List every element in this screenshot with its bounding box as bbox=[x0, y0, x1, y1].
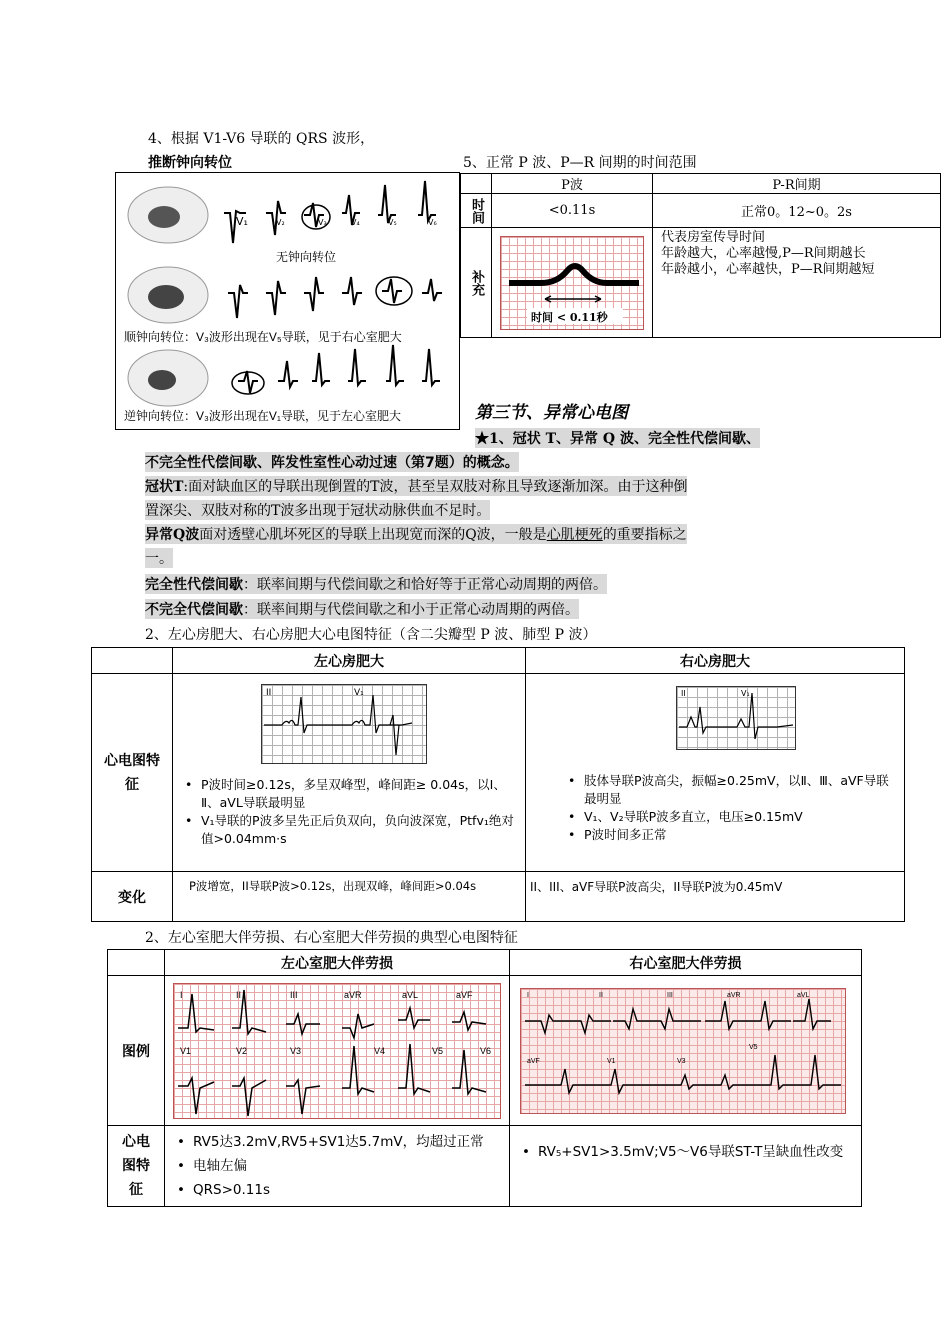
svg-text:V₂: V₂ bbox=[276, 218, 285, 227]
coronary-t-term: 冠状T bbox=[145, 479, 184, 495]
lead-label: II bbox=[599, 991, 603, 999]
complete-term: 完全性代偿间歇 bbox=[145, 577, 243, 593]
lead-label: III bbox=[667, 991, 673, 999]
svg-text:V₆: V₆ bbox=[428, 218, 437, 227]
right-ventricle-bullets bbox=[518, 1142, 853, 1162]
atrial-table bbox=[91, 647, 905, 922]
svg-text:V₅: V₅ bbox=[388, 218, 397, 227]
heart-chest-icon bbox=[128, 350, 208, 406]
right-atrial-bullets bbox=[534, 772, 896, 844]
lead-label: III bbox=[290, 989, 298, 1000]
lead-label: V5 bbox=[432, 1045, 444, 1056]
lead-label: aVF bbox=[527, 1057, 540, 1065]
lead-label: V4 bbox=[374, 1045, 386, 1056]
lead-label: V6 bbox=[480, 1045, 492, 1056]
bullet-item: • P波时间≥0.12s，多呈双峰型，峰间距≥ 0.04s，以Ⅰ、Ⅱ、aVL导联最明显 bbox=[195, 776, 517, 812]
col-right-atrial: 右心房肥大 bbox=[526, 648, 905, 674]
coronary-t-line2: 置深尖、双肢对称的T波多出现于冠状动脉供血不足时。 bbox=[145, 500, 490, 520]
lead-label: V₁ bbox=[354, 688, 364, 698]
row-ecg-feature-label: 心电图特征 bbox=[92, 674, 173, 872]
coronary-t-text: :面对缺血区的导联出现倒置的T波，甚至呈双肢对称且导致逐渐加深。由于这种倒 bbox=[183, 479, 688, 495]
heart-chest-icon bbox=[128, 187, 208, 243]
incomplete-compensatory bbox=[145, 599, 579, 619]
lead-label: V1 bbox=[607, 1057, 616, 1065]
abnormal-q-text: 的重要指标之 bbox=[602, 527, 687, 543]
lead-label: II bbox=[266, 688, 272, 698]
ventricular-title: 2、左心室肥大伴劳损、右心室肥大伴劳损的典型心电图特征 bbox=[145, 930, 518, 946]
pr-notes bbox=[653, 228, 941, 338]
rotation-figure-svg bbox=[116, 173, 459, 429]
col-p-wave: P波 bbox=[492, 174, 653, 194]
col-pr-interval: P-R间期 bbox=[653, 174, 941, 194]
row-example-label: 图例 bbox=[108, 976, 165, 1126]
p-wave-diagram bbox=[500, 236, 644, 330]
right-atrial-change: II、III、aVF导联P波高尖，II导联P波为0.45mV bbox=[526, 872, 905, 922]
lead-label: V2 bbox=[236, 1045, 248, 1056]
svg-text:V₃: V₃ bbox=[318, 218, 327, 227]
q1-line2: 不完全性代偿间歇、阵发性室性心动过速（第7题）的概念。 bbox=[145, 452, 519, 472]
right-ventricle-ecg bbox=[520, 988, 846, 1114]
bullet-item: • P波时间多正常 bbox=[578, 826, 896, 844]
row-supplement-label: 补充 bbox=[461, 228, 492, 338]
pr-note: 年龄越大，心率越慢,P—R间期越长 bbox=[661, 246, 866, 261]
lead-label: aVL bbox=[402, 989, 419, 1000]
left-atrial-bullets bbox=[181, 776, 517, 848]
lead-label: aVR bbox=[727, 991, 741, 999]
lead-label: V5 bbox=[749, 1043, 758, 1051]
section3-heading: 第三节、异常心电图 bbox=[475, 403, 628, 423]
row3-caption: 逆钟向转位：V₃波形出现在V₁导联，见于左心室肥大 bbox=[124, 409, 401, 423]
pr-time-value: 正常0。12~0。2s bbox=[653, 194, 941, 228]
sec5-title: 5、正常 P 波、P—R 间期的时间范围 bbox=[463, 155, 697, 171]
col-left-atrial: 左心房肥大 bbox=[173, 648, 526, 674]
row-change-label: 变化 bbox=[92, 872, 173, 922]
q1-line1: ★1、冠状 T、异常 Q 波、完全性代偿间歇、 bbox=[475, 428, 760, 448]
ecg-waves-row1 bbox=[224, 181, 436, 243]
lead-label: II bbox=[236, 989, 242, 1000]
lead-label: I bbox=[180, 989, 183, 1000]
incomplete-text: ：联率间期与代偿间歇之和小于正常心动周期的两倍。 bbox=[243, 602, 579, 618]
rotation-figure bbox=[115, 172, 460, 430]
atrial-title: 2、左心房肥大、右心房肥大心电图特征（含二尖瓣型 P 波、肺型 P 波） bbox=[145, 627, 597, 643]
lead-label: aVF bbox=[456, 989, 473, 1000]
left-ventricle-ecg bbox=[173, 983, 501, 1119]
ventricular-table bbox=[107, 949, 862, 1207]
lead-label: I bbox=[527, 991, 529, 999]
row1-caption: 无钟向转位 bbox=[276, 250, 337, 264]
left-atrial-ecg bbox=[261, 684, 427, 764]
pr-table bbox=[460, 173, 941, 338]
bullet-item: • QRS>0.11s bbox=[187, 1178, 501, 1202]
complete-text: ：联率间期与代偿间歇之和恰好等于正常心动周期的两倍。 bbox=[243, 577, 607, 593]
bullet-item: • RV₅+SV1>3.5mV;V5～V6导联ST-T呈缺血性改变 bbox=[532, 1142, 853, 1162]
pr-note: 年龄越小，心率越快，P—R间期越短 bbox=[661, 262, 875, 277]
abnormal-q-line2: 一。 bbox=[145, 548, 173, 568]
bullet-item: • 肢体导联P波高尖，振幅≥0.25mV，以Ⅱ、Ⅲ、aVF导联最明显 bbox=[578, 772, 896, 808]
left-ventricle-bullets bbox=[173, 1130, 501, 1202]
bullet-item: • 电轴左偏 bbox=[187, 1154, 501, 1178]
row-time-label: 时间 bbox=[461, 194, 492, 228]
bullet-item: • V₁导联的P波多呈先正后负双向，负向波深宽，Ptfv₁绝对值>0.04mm·s bbox=[195, 812, 517, 848]
svg-text:V₄: V₄ bbox=[351, 218, 360, 227]
col-right-ventricle: 右心室肥大伴劳损 bbox=[510, 950, 862, 976]
sec4-title-line1: 4、根据 V1-V6 导联的 QRS 波形， bbox=[148, 131, 375, 147]
lead-label: V3 bbox=[290, 1045, 302, 1056]
row-ecg-feature-label: 心电图特征 bbox=[108, 1126, 165, 1207]
pr-note: 代表房室传导时间 bbox=[661, 230, 766, 245]
abnormal-q-term: 异常Q波 bbox=[145, 527, 200, 543]
lead-label: V3 bbox=[677, 1057, 686, 1065]
sec4-title-line2: 推断钟向转位 bbox=[148, 155, 232, 171]
lead-label: aVL bbox=[797, 991, 810, 999]
bullet-item: • V₁、V₂导联P波多直立，电压≥0.15mV bbox=[578, 808, 896, 826]
abnormal-q-line1 bbox=[145, 524, 687, 544]
lead-label: aVR bbox=[344, 989, 362, 1000]
p-wave-diagram-label: 时间 < 0.11秒 bbox=[531, 310, 608, 324]
bullet-item: • RV5达3.2mV,RV5+SV1达5.7mV，均超过正常 bbox=[187, 1130, 501, 1154]
lead-label: V₁ bbox=[741, 689, 750, 698]
left-atrial-change: P波增宽，II导联P波>0.12s，出现双峰，峰间距>0.04s bbox=[173, 872, 526, 922]
lead-label: II bbox=[681, 689, 686, 698]
incomplete-term: 不完全代偿间歇 bbox=[145, 602, 243, 618]
ecg-waves-row3 bbox=[238, 345, 440, 393]
coronary-t-line1 bbox=[145, 476, 687, 496]
lead-label: V1 bbox=[180, 1045, 192, 1056]
heart-chest-icon bbox=[128, 267, 208, 323]
right-atrial-ecg bbox=[676, 686, 796, 750]
svg-text:V₁: V₁ bbox=[236, 215, 248, 228]
col-left-ventricle: 左心室肥大伴劳损 bbox=[165, 950, 510, 976]
row2-caption: 顺钟向转位：V₃波形出现在V₅导联，见于右心室肥大 bbox=[124, 330, 402, 344]
complete-compensatory bbox=[145, 574, 607, 594]
myocardial-infarction-link[interactable]: 心肌梗死 bbox=[546, 527, 603, 543]
p-time-value: <0.11s bbox=[492, 194, 653, 228]
abnormal-q-text: 面对透壁心肌坏死区的导联上出现宽而深的Q波，一般是 bbox=[199, 527, 547, 543]
